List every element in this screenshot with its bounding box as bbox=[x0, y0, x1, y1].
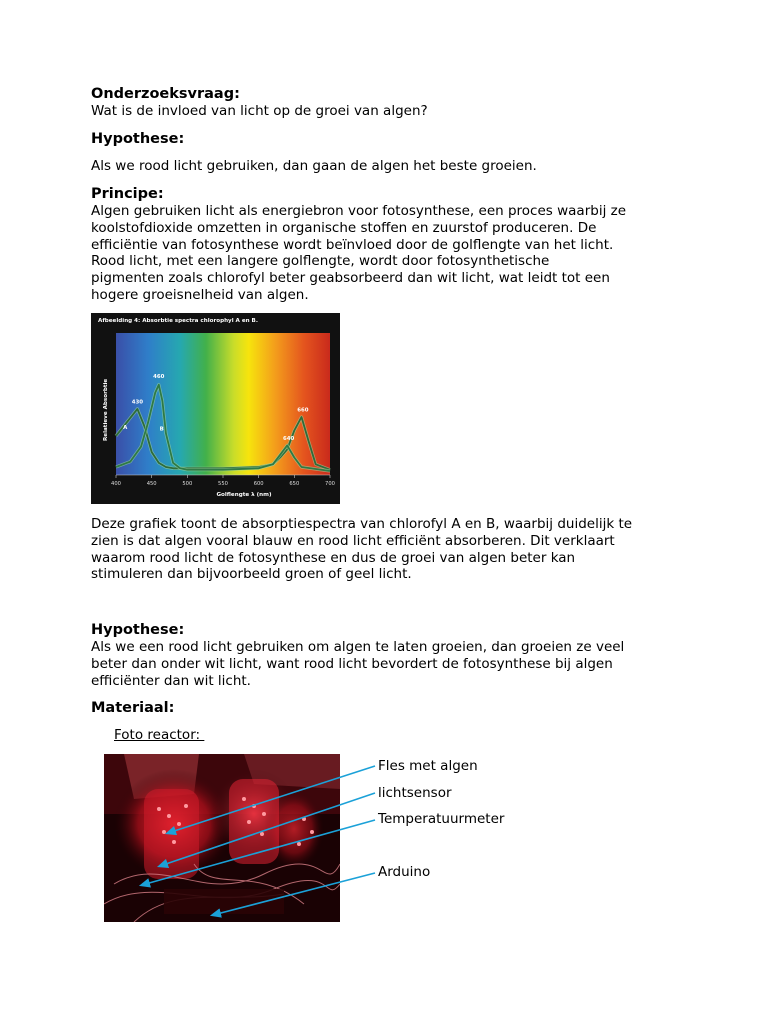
x-tick-label: 650 bbox=[289, 481, 300, 487]
callout-temperatuurmeter: Temperatuurmeter bbox=[378, 811, 505, 827]
annotation-label: A bbox=[123, 425, 128, 432]
callout-fles-met-algen: Fles met algen bbox=[378, 758, 478, 774]
x-tick-label: 450 bbox=[146, 481, 157, 487]
explanation-line: waarom rood licht de fotosynthese en dus de groei van algen beter kan bbox=[91, 549, 576, 566]
x-tick-label: 700 bbox=[325, 481, 335, 487]
principle-line: koolstofdioxide omzetten in organische stoffen en zuurstof produceren. De bbox=[91, 219, 597, 236]
hypothesis-line: beter dan onder wit licht, want rood licht bevordert de fotosynthese bij algen bbox=[91, 655, 613, 672]
explanation-line: Deze grafiek toont de absorptiespectra van chlorofyl A en B, waarbij duidelijk te bbox=[91, 516, 633, 532]
hypothesis-text: Als we rood licht gebruiken, dan gaan de algen het beste groeien. bbox=[91, 158, 537, 174]
materials-heading: Materiaal: bbox=[91, 700, 175, 716]
principle-line: hogere groeisnelheid van algen. bbox=[91, 286, 309, 303]
x-tick-label: 500 bbox=[182, 481, 193, 487]
principle-line: Algen gebruiken licht als energiebron voor fotosynthese, een proces waarbij ze bbox=[91, 203, 627, 219]
chart-title: Afbeelding 4: Absorbtie spectra chlorophyl A en B. bbox=[98, 318, 258, 324]
hypothesis-line: Als we een rood licht gebruiken om algen te laten groeien, dan groeien ze veel bbox=[91, 639, 625, 655]
explanation-line: stimuleren dan bijvoorbeeld groen of geel licht. bbox=[91, 566, 412, 583]
annotation-label: 640 bbox=[282, 435, 295, 442]
research-question-text: Wat is de invloed van licht op de groei van algen? bbox=[91, 103, 428, 119]
annotation-label: 430 bbox=[131, 399, 144, 406]
principle-line: pigmenten zoals chlorofyl beter geabsorbeerd dan wit licht, wat leidt tot een bbox=[91, 270, 610, 287]
x-tick-label: 600 bbox=[253, 481, 264, 487]
annotation-label: 660 bbox=[297, 407, 309, 414]
principle-line: Rood licht, met een langere golflengte, wordt door fotosynthetische bbox=[91, 253, 550, 270]
annotation-label: 460 bbox=[153, 373, 165, 380]
callout-lichtsensor: lichtsensor bbox=[378, 785, 452, 801]
hypothesis-2-heading: Hypothese: bbox=[91, 622, 185, 638]
arrow-fles-met-algen bbox=[168, 766, 375, 833]
x-tick-label: 400 bbox=[111, 481, 121, 487]
hypothesis-line: efficiënter dan wit licht. bbox=[91, 672, 251, 689]
annotation-label: B bbox=[159, 426, 164, 433]
y-axis-label: Relatieve Absorbtie bbox=[103, 378, 109, 441]
x-tick-label: 550 bbox=[218, 481, 228, 487]
principle-heading: Principe: bbox=[91, 186, 164, 202]
photo-reactor-label: Foto reactor: bbox=[114, 727, 205, 743]
principle-line: efficiëntie van fotosynthese wordt beïnvloed door de golflengte van het licht. bbox=[91, 236, 614, 253]
research-question-heading: Onderzoeksvraag: bbox=[91, 86, 240, 102]
explanation-line: zien is dat algen vooral blauw en rood licht efficiënt absorberen. Dit verklaart bbox=[91, 532, 615, 549]
hypothesis-heading: Hypothese: bbox=[91, 131, 185, 147]
x-axis-label: Golflengte λ (nm) bbox=[216, 492, 272, 498]
callout-arduino: Arduino bbox=[378, 864, 431, 880]
arrow-arduino bbox=[213, 873, 375, 915]
